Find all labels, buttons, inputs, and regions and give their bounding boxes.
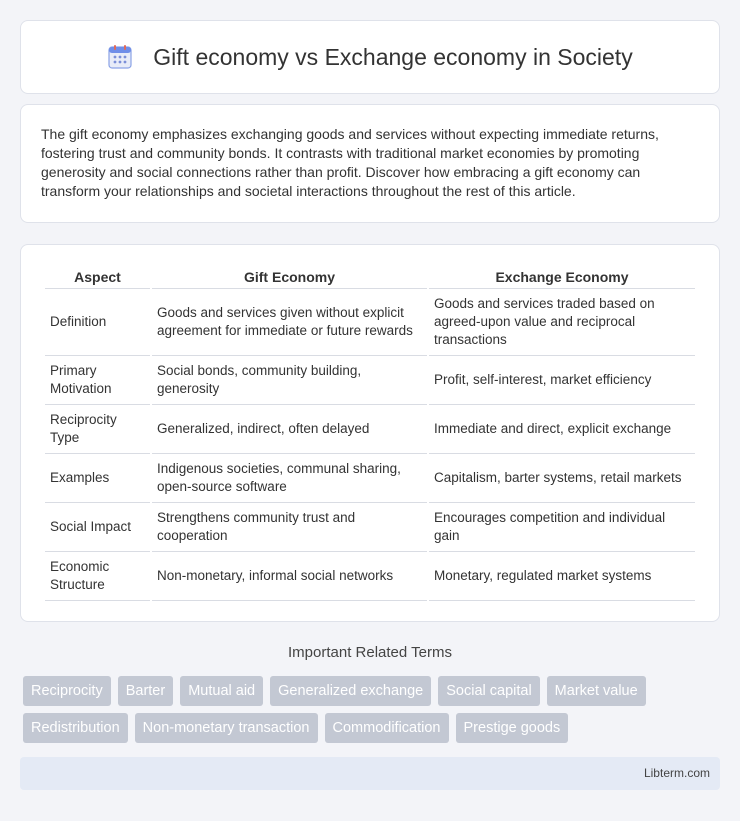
cell-exchange: Capitalism, barter systems, retail markets [429, 454, 695, 503]
related-term-tag[interactable]: Prestige goods [456, 713, 569, 743]
related-term-tag[interactable]: Generalized exchange [270, 676, 431, 706]
related-terms-list [23, 676, 723, 743]
cell-aspect: Reciprocity Type [45, 405, 150, 454]
cell-exchange: Monetary, regulated market systems [429, 552, 695, 601]
cell-gift: Social bonds, community building, generosity [152, 356, 427, 405]
related-term-tag[interactable]: Social capital [438, 676, 539, 706]
intro-card [20, 104, 720, 223]
comparison-table [43, 265, 697, 601]
table-row [45, 356, 695, 405]
related-term-tag[interactable]: Commodification [325, 713, 449, 743]
cell-gift: Goods and services given without explicit agreement for immediate or future rewards [152, 289, 427, 356]
table-header-row [45, 265, 695, 289]
table-row [45, 503, 695, 552]
cell-gift: Strengthens community trust and cooperation [152, 503, 427, 552]
related-term-tag[interactable]: Reciprocity [23, 676, 111, 706]
page-title: Gift economy vs Exchange economy in Society [153, 43, 633, 70]
related-term-tag[interactable]: Mutual aid [180, 676, 263, 706]
footer-site-link[interactable]: Libterm.com [643, 766, 710, 780]
related-term-tag[interactable]: Market value [547, 676, 646, 706]
cell-exchange: Goods and services traded based on agreed-upon value and reciprocal transactions [429, 289, 695, 356]
table-row [45, 552, 695, 601]
header-card [20, 20, 720, 94]
cell-aspect: Examples [45, 454, 150, 503]
related-term-tag[interactable]: Redistribution [23, 713, 128, 743]
column-header-gift: Gift Economy [152, 265, 427, 289]
column-header-aspect: Aspect [45, 265, 150, 289]
related-terms-title: Important Related Terms [288, 644, 452, 661]
cell-gift: Generalized, indirect, often delayed [152, 405, 427, 454]
cell-gift: Non-monetary, informal social networks [152, 552, 427, 601]
cell-exchange: Profit, self-interest, market efficiency [429, 356, 695, 405]
cell-exchange: Immediate and direct, explicit exchange [429, 405, 695, 454]
comparison-table-card [20, 244, 720, 622]
cell-aspect: Primary Motivation [45, 356, 150, 405]
related-term-tag[interactable]: Non-monetary transaction [135, 713, 318, 743]
cell-aspect: Definition [45, 289, 150, 356]
cell-gift: Indigenous societies, communal sharing, open-source software [152, 454, 427, 503]
cell-aspect: Social Impact [45, 503, 150, 552]
calendar-grid-icon [107, 44, 133, 70]
cell-exchange: Encourages competition and individual gain [429, 503, 695, 552]
related-term-tag[interactable]: Barter [118, 676, 174, 706]
table-row [45, 454, 695, 503]
intro-text: The gift economy emphasizes exchanging goods and services without expecting immediate returns, fostering trust and community bonds. It contrasts with traditional market economies by promoting generosity and social connections rather than profit. Discover how embracing a gift economy can transform your relationships and societal interactions throughout the rest of this article. [41, 126, 659, 199]
cell-aspect: Economic Structure [45, 552, 150, 601]
table-row [45, 405, 695, 454]
column-header-exchange: Exchange Economy [429, 265, 695, 289]
table-row [45, 289, 695, 356]
footer [20, 757, 720, 790]
